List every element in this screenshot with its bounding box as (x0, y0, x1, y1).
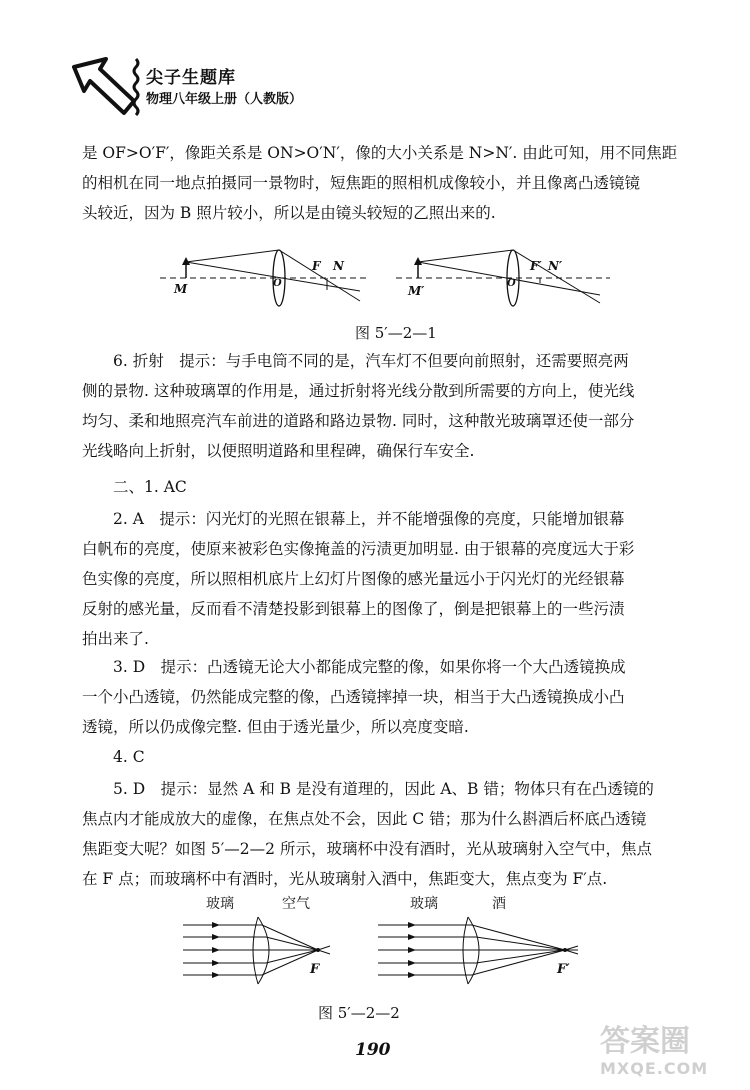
text-line: 一个小凸透镜，仍然能成完整的像，凸透镜摔掉一块，相当于大凸透镜换成小凸 (82, 688, 625, 706)
text-line: 拍出来了. (82, 630, 149, 648)
fig2-label-wine: 酒 (492, 896, 506, 912)
figure-caption-1: 图 5′—2—1 (355, 324, 437, 342)
paragraph-6 (82, 346, 692, 376)
text-line: 5. D 提示：显然 A 和 B 是没有道理的，因此 A、B 错；物体只有在凸透镜的 (113, 780, 654, 798)
book-subtitle: 物理八年级上册（人教版） (146, 92, 303, 107)
text-line: 3. D 提示：凸透镜无论大小都能成完整的像，如果你将一个大凸透镜换成 (113, 658, 626, 676)
text-line: 透镜，所以仍成像完整. 但由于透光量少，所以亮度变暗. (82, 718, 469, 736)
text-line: 均匀、柔和地照亮汽车前进的道路和路边景物. 同时，这种散光玻璃罩还使一部分 (82, 412, 635, 430)
watermark-url: MXQE.COM (600, 1059, 709, 1078)
text-line: 反射的感光量，反而看不清楚投影到银幕上的图像了，倒是把银幕上的一些污渍 (82, 600, 625, 618)
fig1-label-o: O (273, 278, 282, 289)
paragraph-3-cont (82, 682, 692, 742)
book-title: 尖子生题库 (146, 68, 236, 88)
figure-5-2-1 (0, 245, 750, 325)
text-line: 6. 折射 提示：与手电筒不同的是，汽车灯不但要向前照射，还需要照亮两 (113, 352, 629, 370)
text-line: 2. A 提示：闪光灯的光照在银幕上，并不能增强像的亮度，只能增加银幕 (113, 510, 625, 528)
fig1-label-n-prime: N′ (548, 259, 563, 273)
paragraph-6-cont (82, 376, 692, 466)
fig2-label-glass-left: 玻璃 (206, 896, 234, 912)
section-2-item-1: 二、1. AC (113, 478, 187, 496)
fig2-label-glass-right: 玻璃 (410, 896, 438, 912)
fig1-label-m-prime: M′ (408, 284, 425, 298)
paragraph-2-cont (82, 534, 692, 654)
text-line: 头较近，因为 B 照片较小，所以是由镜头较短的乙照出来的. (82, 204, 496, 222)
paragraph-5-cont (82, 804, 692, 894)
figure-5-2-2 (0, 912, 750, 1002)
paragraph-1 (82, 138, 692, 228)
arrow-logo-icon (72, 55, 152, 125)
fig2-label-air: 空气 (282, 896, 310, 912)
fig1-label-f-prime: F′ (530, 259, 542, 273)
page-header (72, 55, 372, 125)
watermark-text: 答案圈 (600, 1024, 690, 1059)
text-line: 焦距变大呢？如图 5′—2—2 所示，玻璃杯中没有酒时，光从玻璃射入空气中，焦点 (82, 840, 652, 858)
paragraph-2 (82, 504, 692, 534)
watermark-logo (600, 1025, 740, 1085)
text-line: 在 F 点；而玻璃杯中有酒时，光从玻璃射入酒中，焦距变大，焦点变为 F′点. (82, 870, 608, 888)
text-line: 的相机在同一地点拍摄同一景物时，短焦距的照相机成像较小，并且像离凸透镜镜 (82, 174, 641, 192)
figure-caption-2: 图 5′—2—2 (318, 1004, 400, 1022)
page-number: 190 (355, 1040, 391, 1060)
fig1-label-n: N (333, 259, 344, 273)
fig2-label-f-prime: F′ (557, 962, 570, 977)
text-line: 焦点内才能成放大的虚像，在焦点处不会，因此 C 错；那为什么斟酒后杯底凸透镜 (82, 810, 647, 828)
text-line: 侧的景物. 这种玻璃罩的作用是，通过折射将光线分散到所需要的方向上，使光线 (82, 382, 635, 400)
item-4: 4. C (113, 748, 145, 766)
text-line: 白帆布的亮度，使原来被彩色实像掩盖的污渍更加明显. 由于银幕的亮度远大于彩 (82, 540, 635, 558)
text-line: 光线略向上折射，以便照明道路和里程碑，确保行车安全. (82, 442, 475, 460)
fig1-label-f: F (312, 259, 321, 273)
fig1-label-o-right: O (507, 278, 516, 289)
text-line: 色实像的亮度，所以照相机底片上幻灯片图像的感光量远小于闪光灯的光经银幕 (82, 570, 625, 588)
paragraph-3 (82, 652, 692, 682)
text-line: 是 OF>O′F′，像距关系是 ON>O′N′，像的大小关系是 N>N′. 由此可知，用不同焦距 (82, 144, 678, 162)
paragraph-5 (82, 774, 692, 804)
fig2-label-f: F (310, 962, 320, 977)
fig1-label-m: M (174, 282, 188, 296)
